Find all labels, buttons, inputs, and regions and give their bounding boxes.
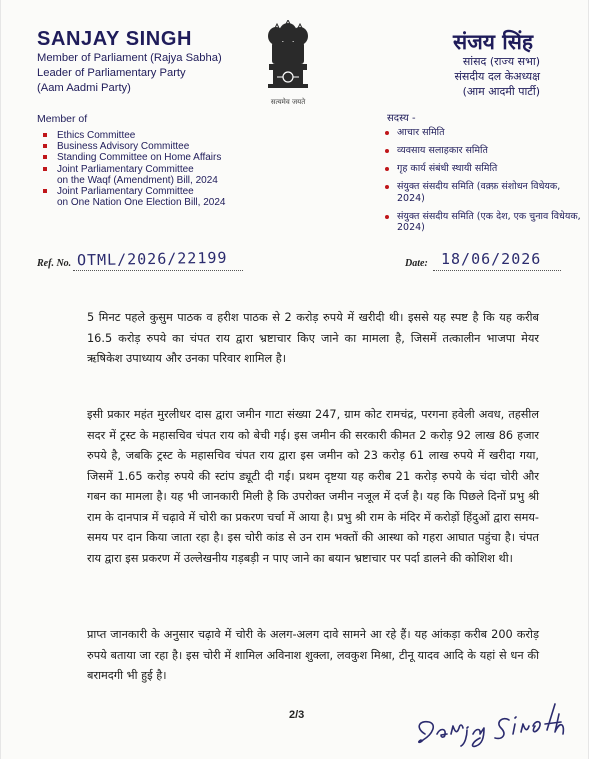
- sender-role-line-1: Member of Parliament (Rajya Sabha): [37, 52, 222, 64]
- date-label: Date:: [405, 258, 428, 269]
- committee-item: Joint Parliamentary Committee on the Waqf (Amendment) Bill, 2024: [43, 164, 253, 186]
- committee-list-en: [43, 130, 253, 208]
- emblem-motto: सत्यमेव जयते: [270, 98, 306, 106]
- sender-role-line-3: (Aam Aadmi Party): [37, 82, 131, 94]
- ref-number: OTML/2026/22199: [76, 248, 228, 270]
- date-dotted-line: [433, 270, 561, 271]
- committee-item-hi: संयुक्त संसदीय समिति (एक देश, एक चुनाव विधेयक, 2024): [385, 211, 585, 234]
- committee-list-hi: [385, 127, 585, 240]
- handwritten-signature: [411, 690, 581, 750]
- committee-item: Business Advisory Committee: [43, 141, 253, 152]
- ref-dotted-line: [73, 270, 243, 271]
- sender-role-hi-line-3: (आम आदमी पार्टी): [462, 85, 540, 98]
- sender-role-hi-line-2: संसदीय दल केअध्यक्ष: [454, 70, 540, 83]
- sender-role-hi-line-1: सांसद (राज्य सभा): [462, 55, 540, 68]
- committee-item: Joint Parliamentary Committee on One Nation One Election Bill, 2024: [43, 186, 253, 208]
- sender-name-hi: संजय सिंह: [453, 30, 534, 54]
- page-number: 2/3: [289, 709, 305, 721]
- committee-item-hi: संयुक्त संसदीय समिति (वक़्फ़ संशोधन विधेयक, 2024): [385, 181, 585, 204]
- committee-item: Ethics Committee: [43, 130, 253, 141]
- committees-label-hi: सदस्य -: [387, 113, 416, 124]
- sender-name-en: SANJAY SINGH: [37, 28, 193, 50]
- committee-item: Standing Committee on Home Affairs: [43, 152, 253, 163]
- committees-label-en: Member of: [37, 113, 88, 125]
- date-value: 18/06/2026: [441, 250, 542, 268]
- ref-label: Ref. No.: [37, 258, 72, 269]
- body-paragraph-2: इसी प्रकार महंत मुरलीधर दास द्वारा जमीन गाटा संख्या 247, ग्राम कोट रामचंद्र, परगना हवेली अवध, तहसील सदर में ट्रस्ट के महासचिव चंपत राय को बेची गई। इस जमीन की सरकारी कीमत 2 करोड़ 92 लाख 86 हजार रुपये है, जबकि ट्रस्ट के महासचिव चंपत राय द्वारा इस जमीन को 23 करोड़ 61 लाख रुपये में खरीदा गया, जिसमें 1.65 करोड़ रुपये की स्टांप ड्यूटी दी गई। प्रथम दृष्टया यह करीब 21 करोड़ रुपये के चंदा चोरी और गबन का मामला है। यह भी जानकारी मिली है कि उपरोक्त जमीन नजूल में दर्ज है। यह कि पिछले दिनों प्रभु श्री राम के दानपात्र में चढ़ावे में चोरी का प्रकरण चर्चा में आया है। प्रभु श्री राम के मंदिर में करोड़ों हिंदुओं द्वारा समय-समय पर दान किया जाता रहा है। इस चोरी कांड से उन राम भक्तों की आस्था को गहरा आघात पहुंचा है। चंपत राय द्वारा इस प्रकरण में उल्लेखनीय गड़बड़ी न पाए जाने का बयान भ्रष्टाचार पर पर्दा डालने की कोशिश थी।: [87, 408, 539, 565]
- committee-item-hi: आचार समिति: [385, 127, 585, 139]
- body-paragraph-1: 5 मिनट पहले कुसुम पाठक व हरीश पाठक से 2 करोड़ रुपये में खरीदी थी। इससे यह स्पष्ट है कि यह करीब 16.5 करोड़ रुपये का चंपत राय द्वारा भ्रष्टाचार किए जाने का मामला है, जिसमें तत्कालीन भाजपा मेयर ऋषिकेश उपाध्याय और उनका परिवार शामिल है।: [87, 311, 539, 365]
- committee-item-hi: व्यवसाय सलाहकार समिति: [385, 145, 585, 157]
- body-paragraph-3: प्राप्त जानकारी के अनुसार चढ़ावे में चोरी के अलग-अलग दावे सामने आ रहे हैं। यह आंकड़ा करीब 200 करोड़ रुपये बताया जा रहा है। इस चोरी में शामिल अविनाश शुक्ला, लवकुश मिश्रा, टीनू यादव आदि के यहां से धन की बरामदगी भी हुई है।: [87, 628, 539, 682]
- committee-item-hi: गृह कार्य संबंधी स्थायी समिति: [385, 163, 585, 175]
- national-emblem-icon: [263, 20, 313, 100]
- sender-role-line-2: Leader of Parliamentary Party: [37, 67, 186, 79]
